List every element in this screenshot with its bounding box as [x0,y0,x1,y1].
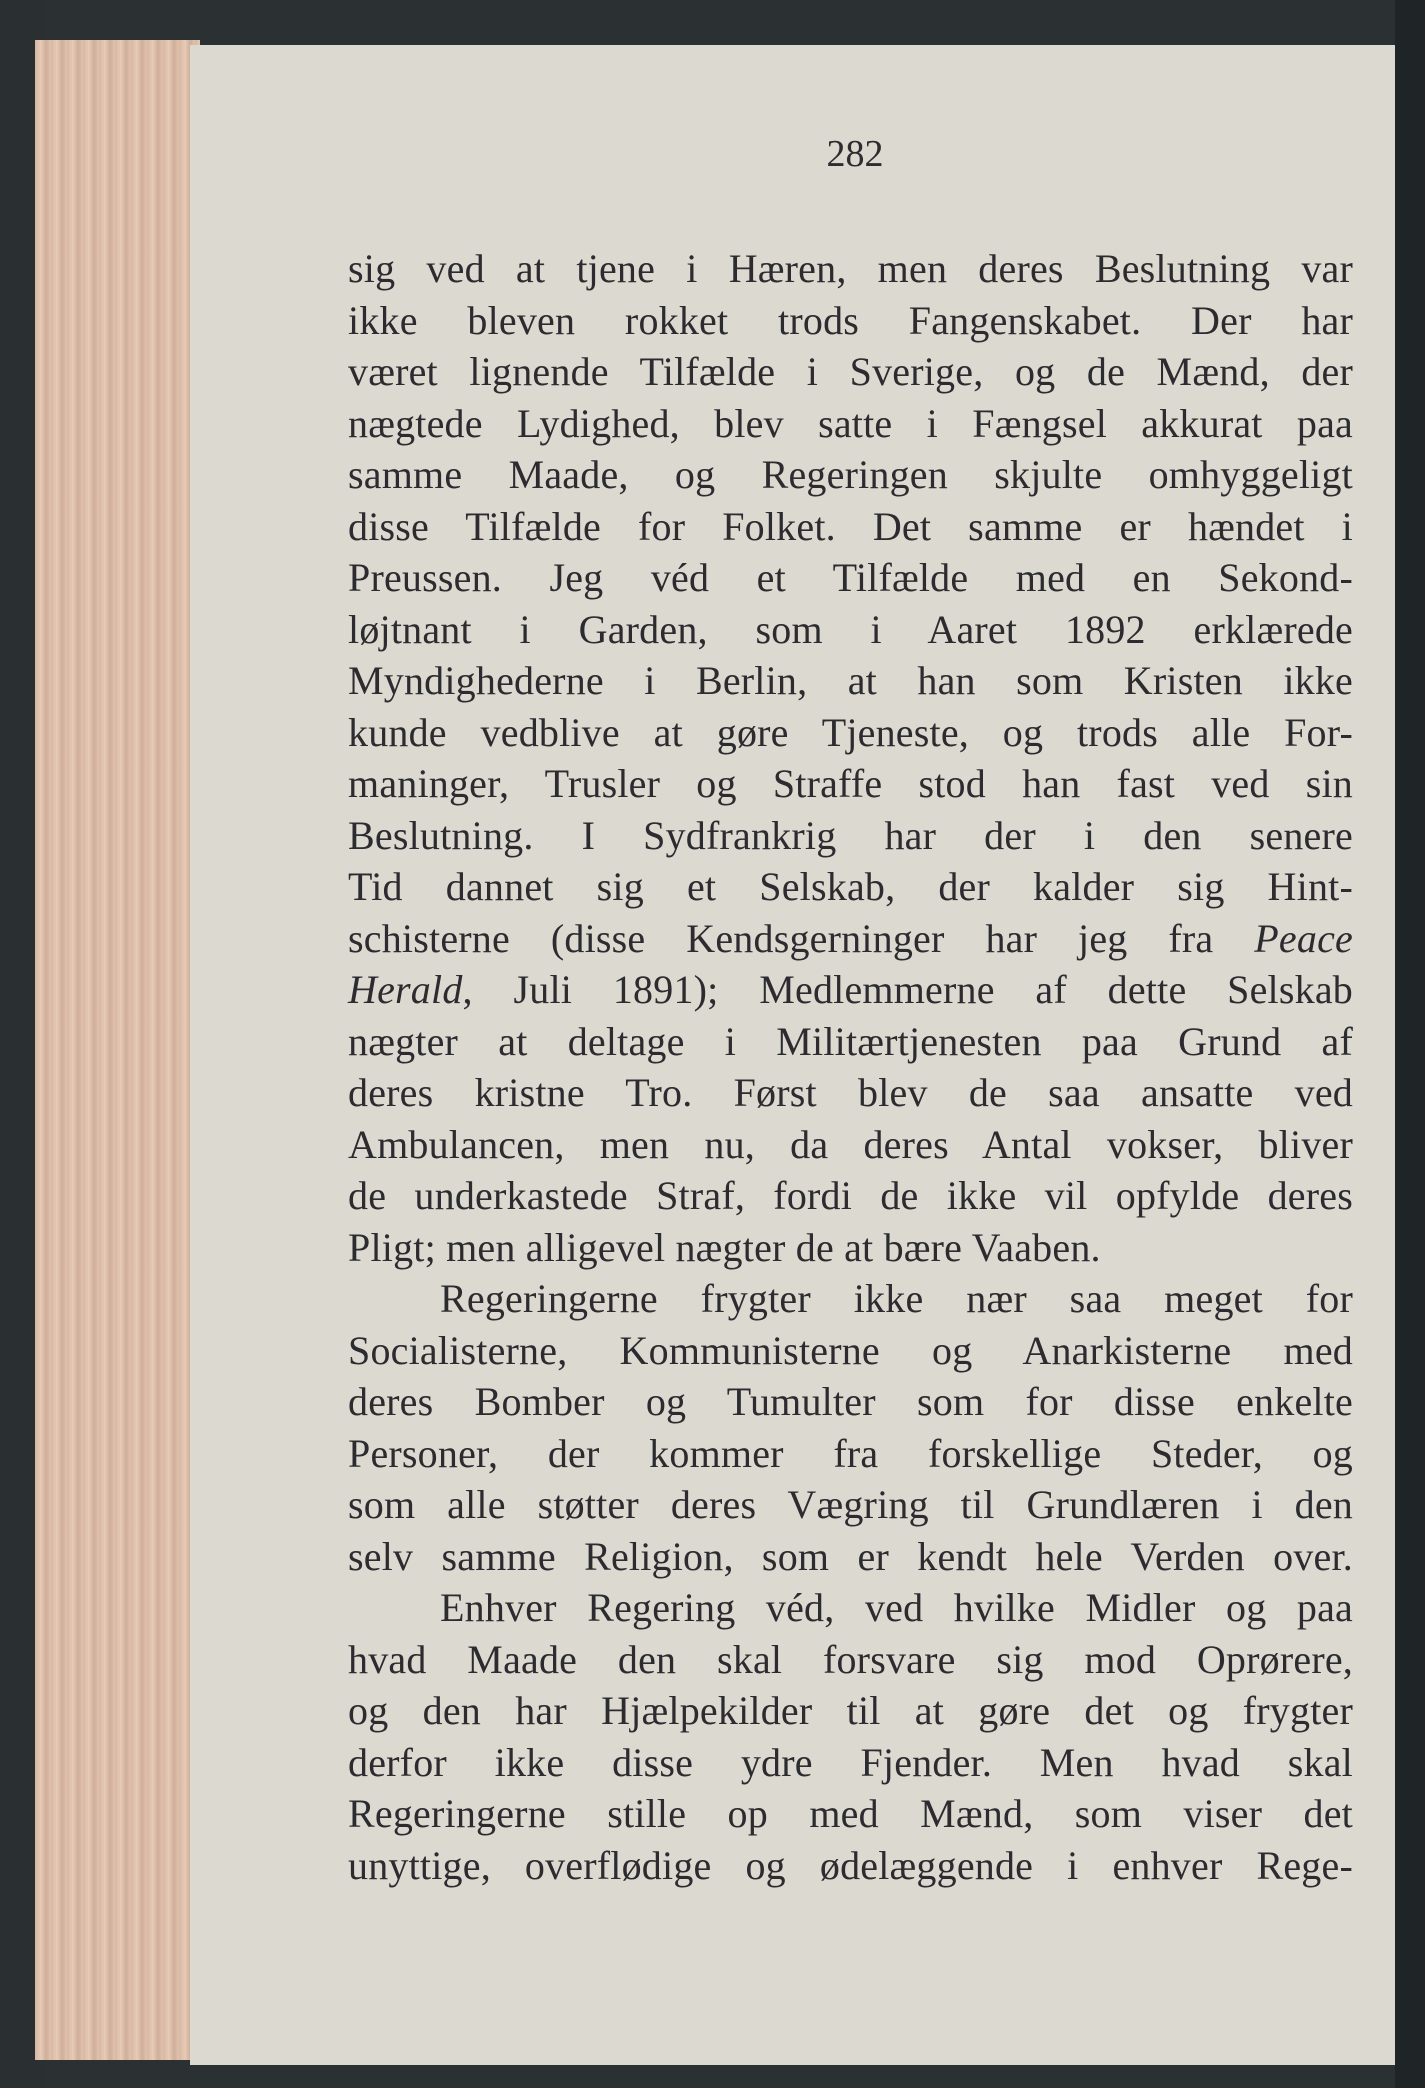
text-line: Enhver Regering véd, ved hvilke Midler og paa [440,1585,1353,1630]
text-line: sig ved at tjene i Hæren, men deres Beslutning var [348,246,1353,291]
text-line: selv samme Religion, som er kendt hele Verden over. [348,1533,1353,1579]
text-line: som alle støtter deres Vægring til Grundlæren i den [348,1482,1353,1527]
text-line: Myndighederne i Berlin, at han som Kristen ikke [348,658,1353,703]
italic-title: Herald [348,967,463,1012]
text-line: Regeringerne frygter ikke nær saa meget for [440,1276,1353,1321]
text-line: Beslutning. I Sydfrankrig har der i den senere [348,812,1353,858]
text-line: Personer, der kommer fra forskellige Steder, og [348,1430,1353,1476]
paragraph-1 [348,243,1353,1273]
text-line: været lignende Tilfælde i Sverige, og de Mænd, der [348,349,1353,394]
body-text [348,243,1353,1891]
italic-title: Peace [1254,915,1353,961]
text-line: Pligt; men alligevel nægter de at bære Vaaben. [348,1224,1101,1270]
text-line: de underkastede Straf, fordi de ikke vil opfylde deres [348,1173,1353,1218]
text-segment: schisterne (disse Kendsgerninger har jeg fra [348,915,1214,961]
text-line: deres kristne Tro. Først blev de saa ansatte ved [348,1070,1353,1115]
paragraph-2 [348,1273,1353,1582]
text-line: Regeringerne stille op med Mænd, som viser det [348,1791,1353,1836]
text-line: nægtede Lydighed, blev satte i Fængsel akkurat paa [348,400,1353,446]
text-line: løjtnant i Garden, som i Aaret 1892 erklærede [348,606,1353,652]
text-line: Preussen. Jeg véd et Tilfælde med en Sekond- [348,555,1353,600]
paragraph-3 [348,1582,1353,1891]
text-line: Ambulancen, men nu, da deres Antal vokser, bliver [348,1121,1353,1167]
text-line [348,913,1353,965]
text-line: ikke bleven rokket trods Fangenskabet. Der har [348,297,1353,343]
page-number: 282 [826,133,884,175]
text-line: deres Bomber og Tumulter som for disse enkelte [348,1379,1353,1424]
page-block-edges [35,40,200,2060]
text-line: hvad Maade den skal forsvare sig mod Oprørere, [348,1636,1353,1682]
text-line: maninger, Trusler og Straffe stod han fast ved sin [348,761,1353,806]
book-spine [1395,0,1425,2088]
text-line: og den har Hjælpekilder til at gøre det og frygter [348,1688,1353,1733]
text-line [348,964,1353,1016]
text-segment: , Juli 1891); Medlemmerne af dette Selskab [462,967,1353,1012]
text-line: derfor ikke disse ydre Fjender. Men hvad skal [348,1739,1353,1785]
text-line: samme Maade, og Regeringen skjulte omhyggeligt [348,452,1353,497]
text-line: disse Tilfælde for Folket. Det samme er hændet i [348,503,1353,549]
text-line: kunde vedblive at gøre Tjeneste, og trods alle For- [348,709,1353,755]
text-line: Tid dannet sig et Selskab, der kalder sig Hint- [348,864,1353,909]
text-line: Socialisterne, Kommunisterne og Anarkisterne med [348,1327,1353,1373]
text-line: unyttige, overflødige og ødelæggende i enhver Rege- [348,1842,1353,1888]
text-line: nægter at deltage i Militærtjenesten paa Grund af [348,1018,1353,1064]
